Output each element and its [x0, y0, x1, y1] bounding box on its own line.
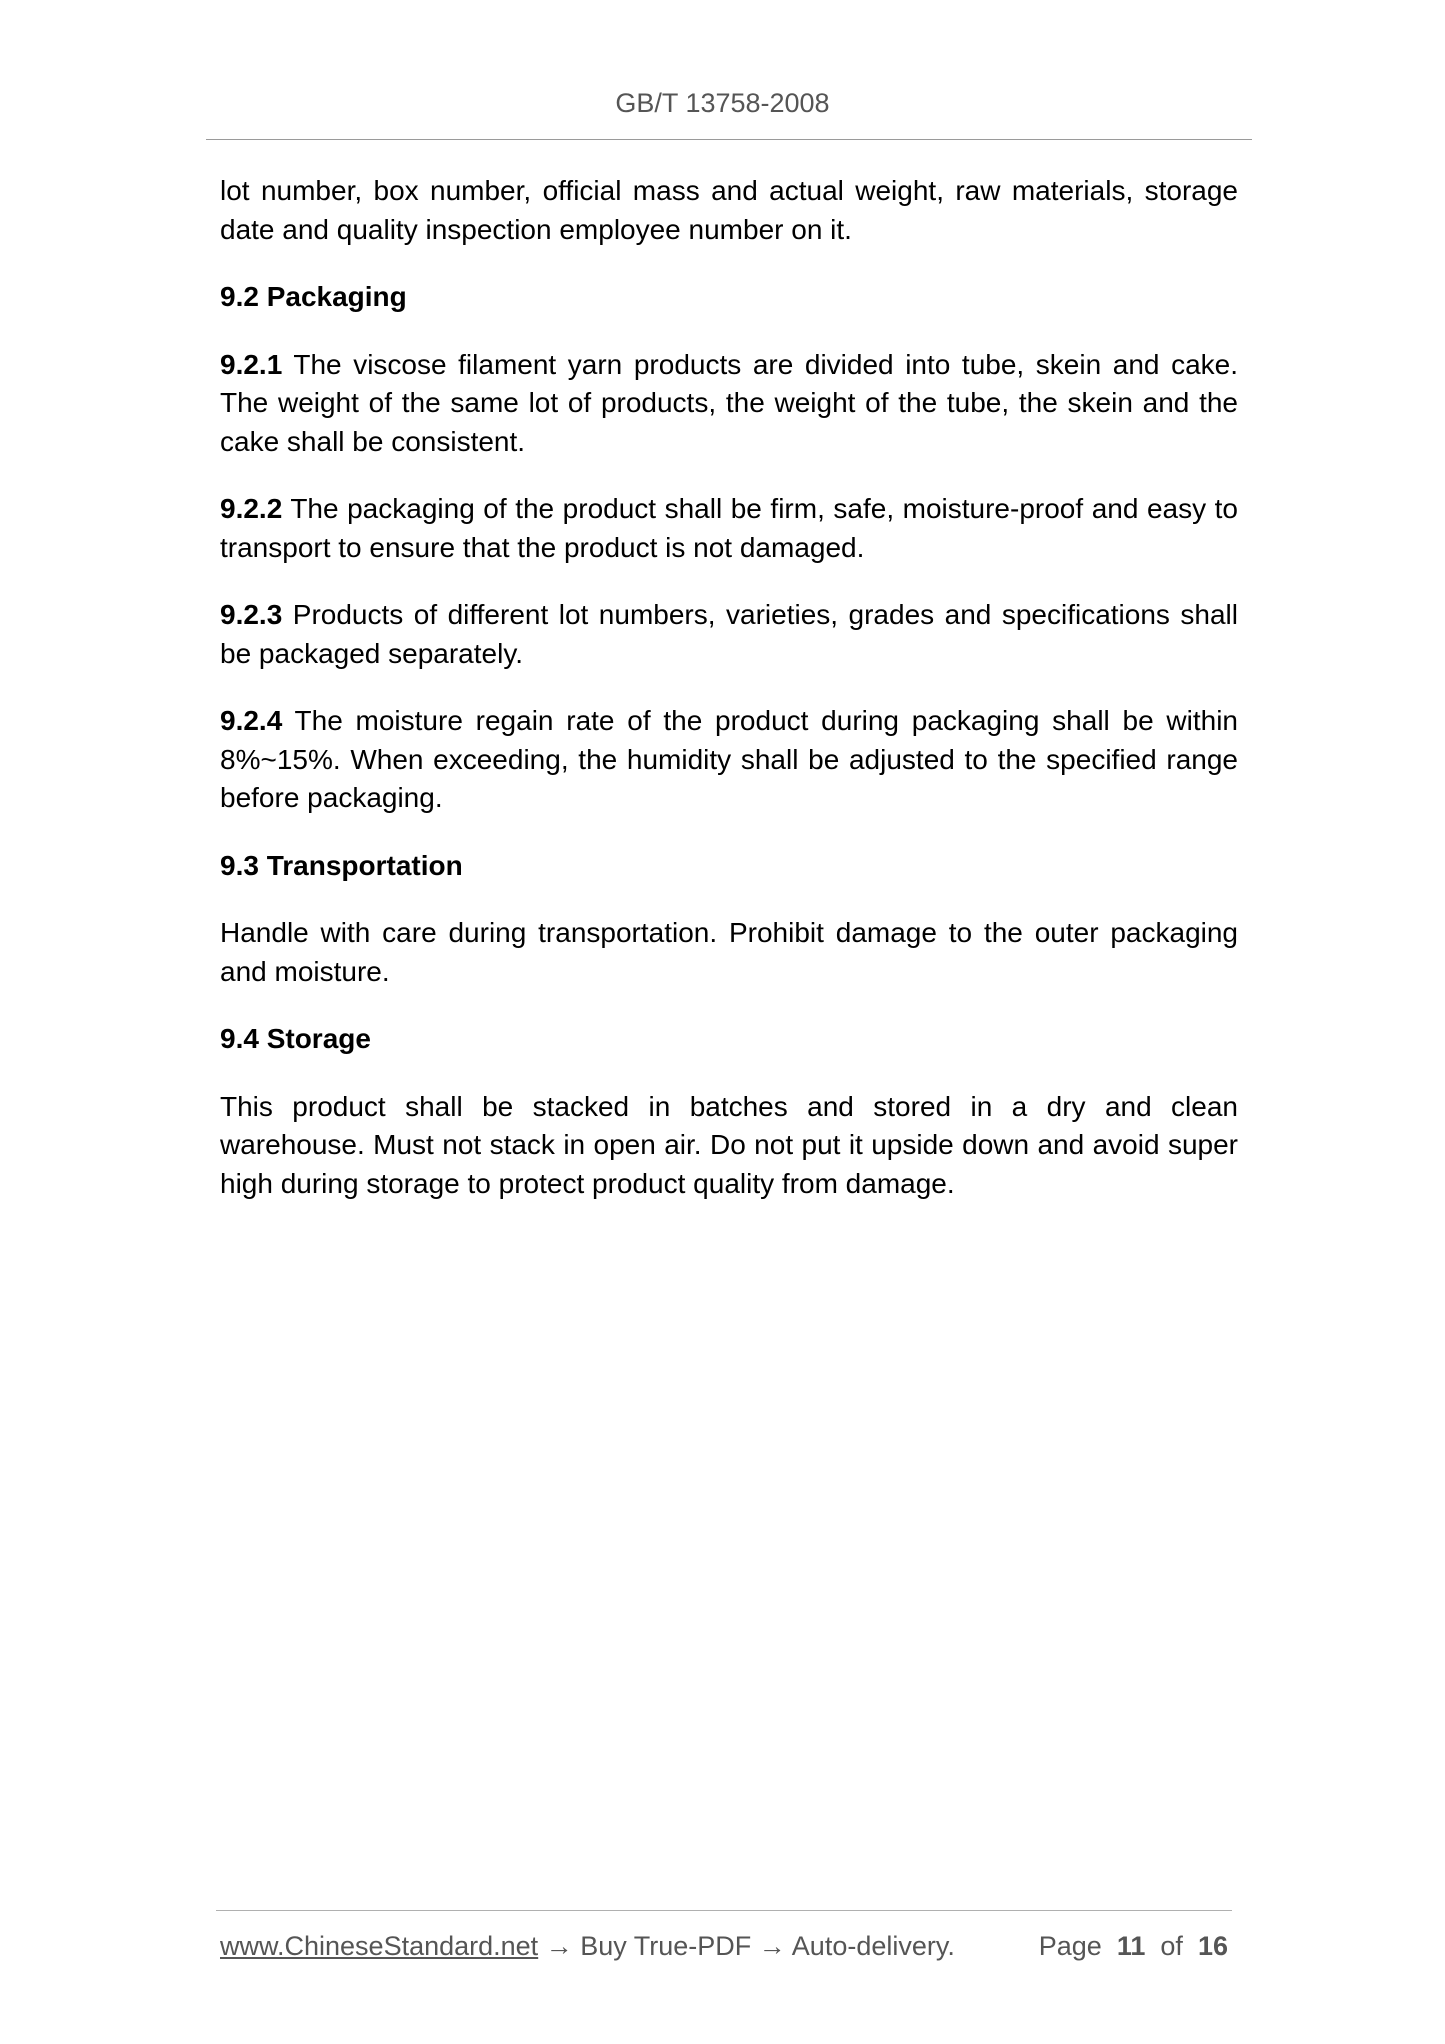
clause-text: The moisture regain rate of the product during packaging shall be within 8%~15%. When exceeding, the humidity shall be adjusted to the specified range before packaging.: [220, 705, 1238, 813]
footer-divider: [216, 1910, 1232, 1911]
header-divider: [206, 139, 1252, 140]
clause-9-2-1: [220, 346, 1238, 462]
buy-true-pdf-text: Buy True-PDF: [580, 1931, 752, 1961]
clause-text: The viscose filament yarn products are divided into tube, skein and cake. The weight of the same lot of products, the weight of the tube, the skein and the cake shall be consistent.: [220, 348, 1238, 457]
page-of-label: of: [1160, 1931, 1183, 1961]
auto-delivery-text: Auto-delivery.: [791, 1931, 955, 1961]
arrow-right-icon: →: [758, 1931, 786, 1961]
total-pages-number: 16: [1197, 1931, 1228, 1961]
section-heading-9-3: 9.3 Transportation: [220, 849, 463, 881]
clause-number: 9.2.4: [220, 705, 283, 736]
section-heading-9-4: 9.4 Storage: [220, 1023, 371, 1054]
storage-paragraph: This product shall be stacked in batches and stored in a dry and clean warehouse. Must not stack in open air. Do not put it upside down and avoid super high during storage to protect product quality from damage.: [220, 1090, 1238, 1199]
website-link[interactable]: www.ChineseStandard.net: [220, 1931, 539, 1961]
clause-9-2-4: [220, 702, 1238, 818]
page-label: Page: [1038, 1931, 1102, 1961]
clause-number: 9.2.3: [220, 599, 283, 630]
clause-text: Products of different lot numbers, varieties, grades and specifications shall be packaged separately.: [220, 599, 1238, 669]
arrow-right-icon: →: [545, 1931, 573, 1961]
document-code-header: GB/T 13758-2008: [615, 88, 830, 118]
clause-number: 9.2.1: [220, 348, 283, 380]
page-indicator: [1039, 1931, 1228, 1962]
clause-9-2-2: [220, 490, 1238, 567]
current-page-number: 11: [1116, 1931, 1146, 1961]
footer-promo: [220, 1931, 955, 1962]
transportation-paragraph: Handle with care during transportation. Prohibit damage to the outer packaging and moisture.: [220, 917, 1238, 987]
clause-9-2-3: [220, 596, 1238, 673]
page-content: [220, 172, 1238, 1232]
section-heading-9-2: 9.2 Packaging: [220, 281, 407, 312]
intro-paragraph: lot number, box number, official mass and actual weight, raw materials, storage date and quality inspection employee number on it.: [220, 175, 1238, 245]
clause-text: The packaging of the product shall be firm, safe, moisture-proof and easy to transport to ensure that the product is not damaged.: [220, 493, 1238, 563]
clause-number: 9.2.2: [220, 493, 283, 524]
